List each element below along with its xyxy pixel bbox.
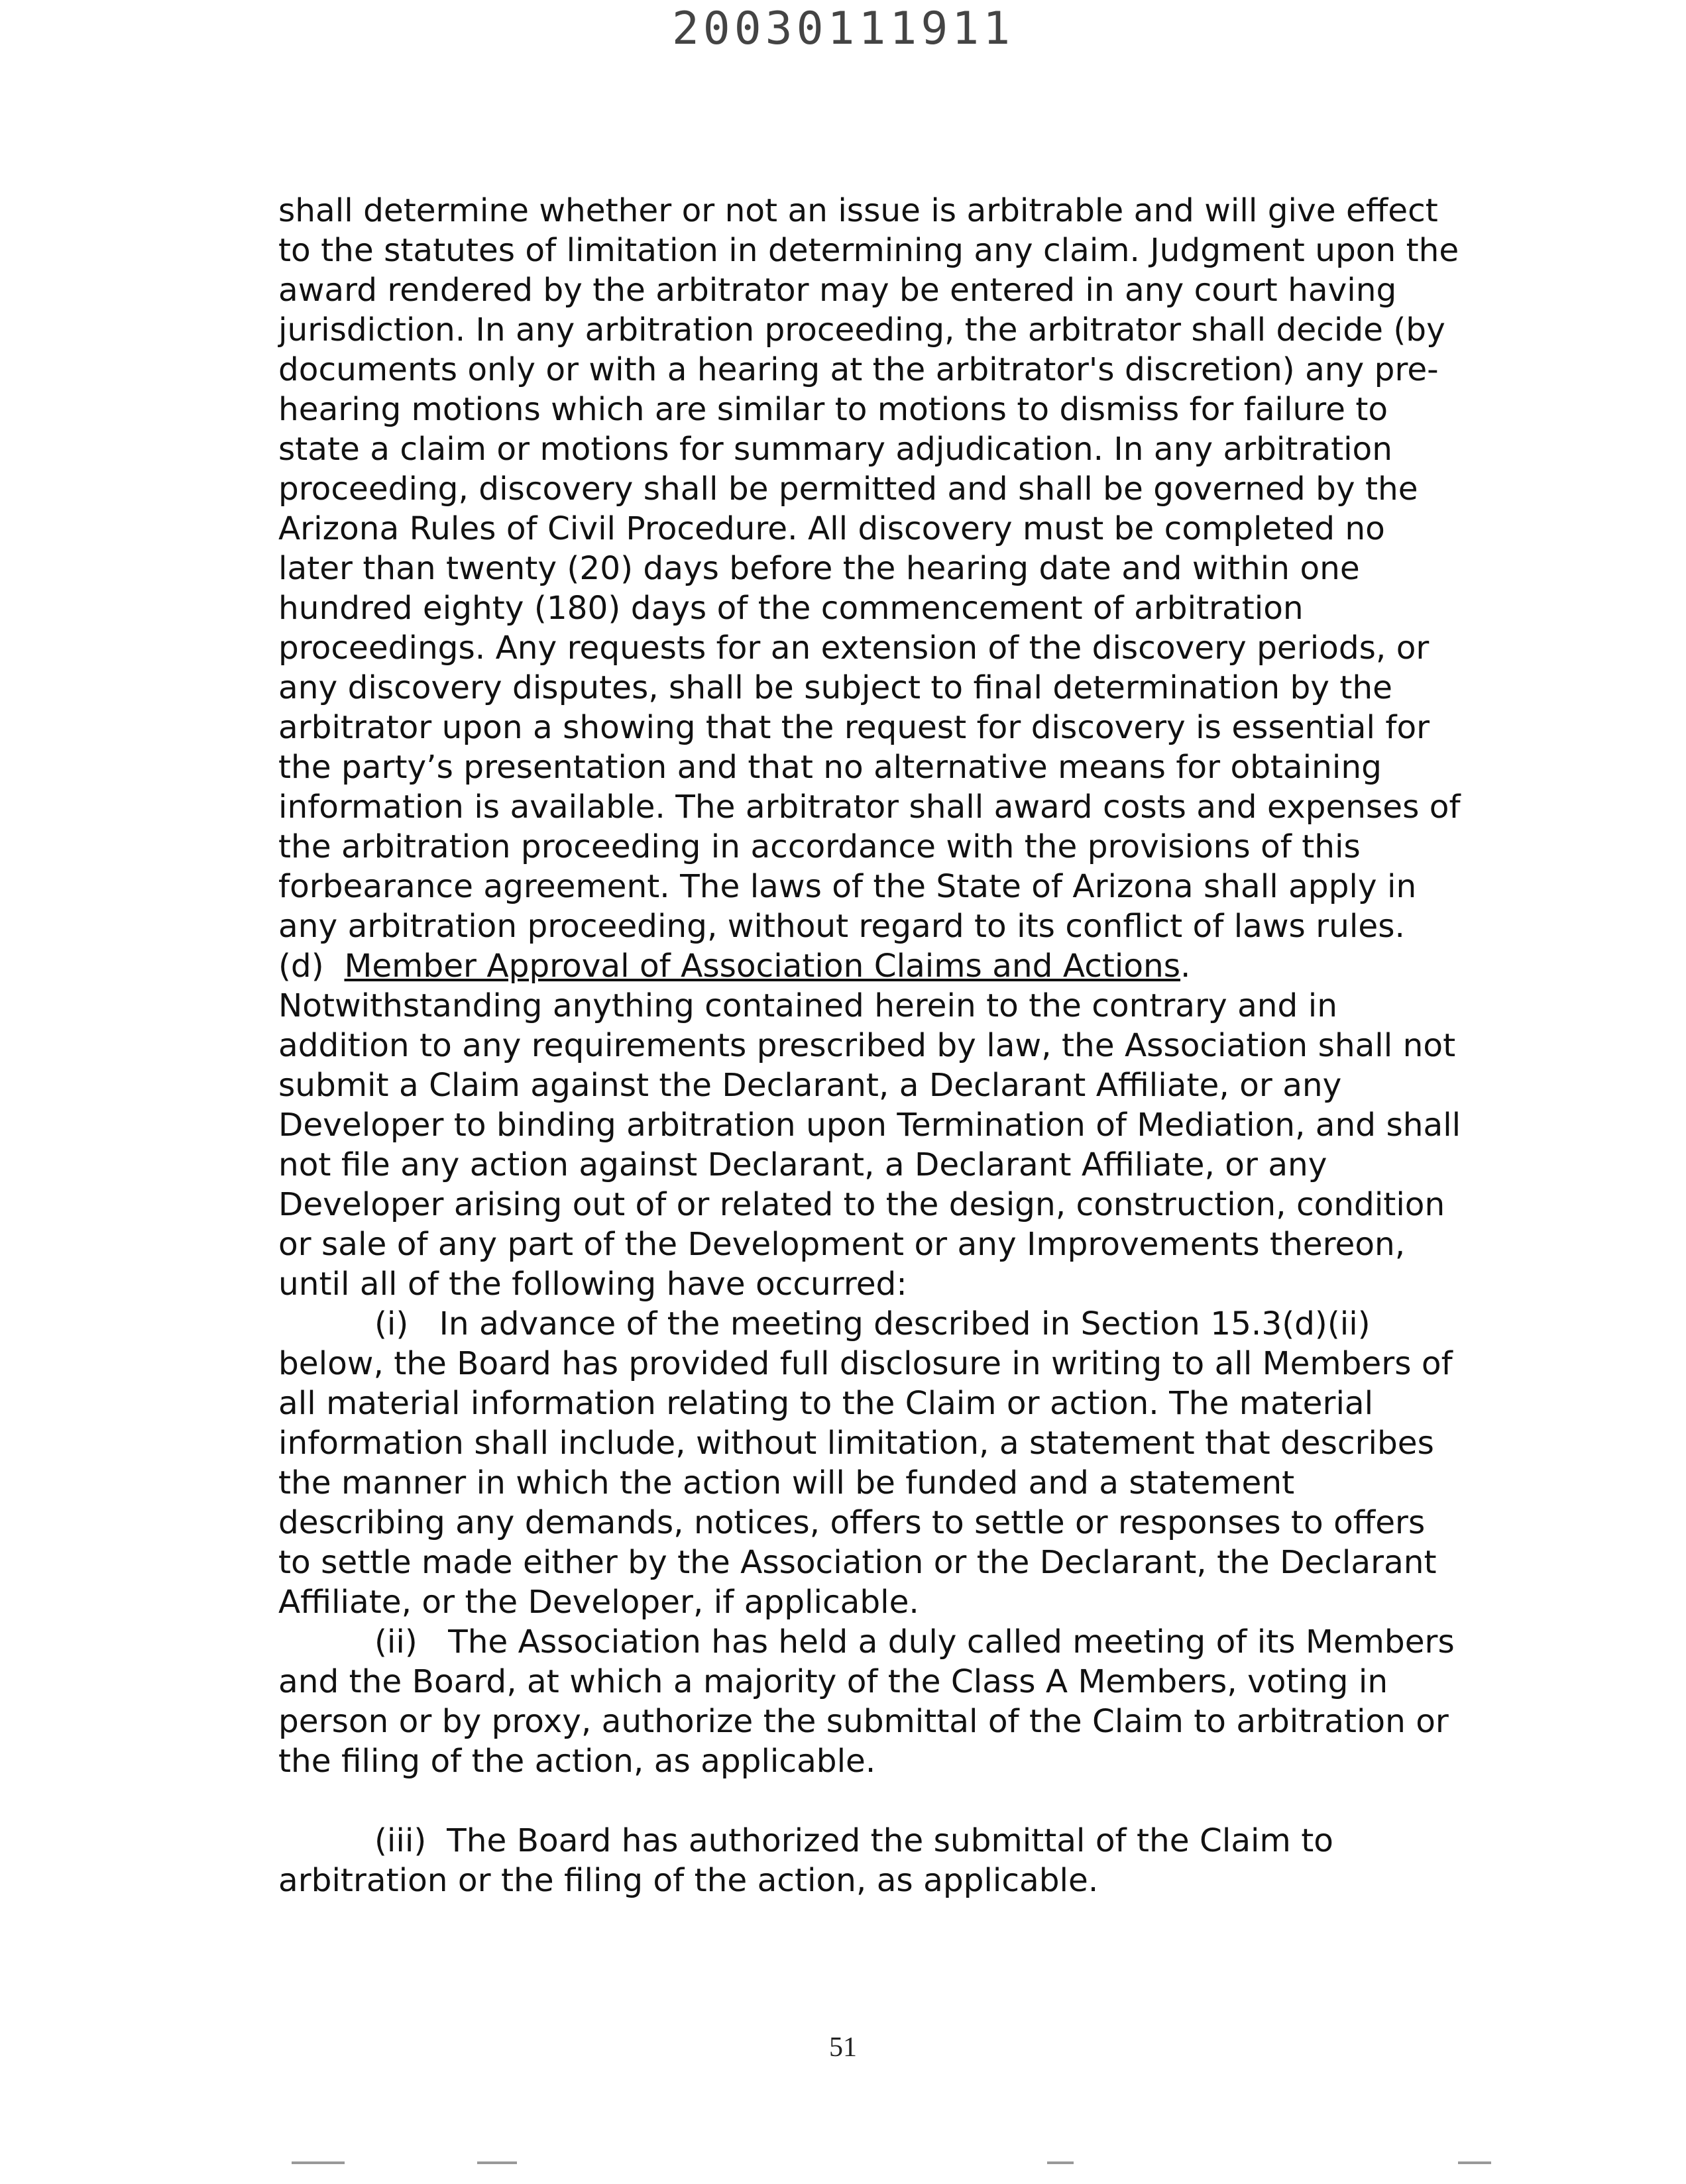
section-label: (d) xyxy=(278,948,324,985)
scan-artifact xyxy=(292,2161,345,2164)
item-label: (ii) xyxy=(374,1623,418,1661)
scan-artifact xyxy=(1047,2161,1074,2164)
item-label: (i) xyxy=(374,1305,409,1342)
paragraph-member-approval xyxy=(278,946,1465,1304)
paragraph-text: The Board has authorized the submittal of the Claim to arbitration or the filing of the action, as applicable. xyxy=(278,1822,1333,1899)
section-heading-period: . xyxy=(1180,948,1191,985)
paragraph-item-i xyxy=(278,1304,1465,1622)
item-label: (iii) xyxy=(374,1822,427,1859)
paragraph-arbitration-continued xyxy=(278,191,1465,946)
paragraph-item-ii xyxy=(278,1622,1465,1781)
paragraph-text: shall determine whether or not an issue is arbitrable and will give effect to the statutes of limitation in determining any claim. Judgment upon the award rendered by the arbitrator may be entered in any court having jurisdiction. In any arbitration proceeding, the arbitrator shall decide (by documents only or with a hearing at the arbitrator's discretion) any pre-hearing motions which are similar to motions to dismiss for failure to state a claim or motions for summary adjudication. In any arbitration proceeding, discovery shall be permitted and shall be governed by the Arizona Rules of Civil Procedure. All discovery must be completed no later than twenty (20) days before the hearing date and within one hundred eighty (180) days of the commencement of arbitration proceedings. Any requests for an extension of the discovery periods, or any discovery disputes, shall be subject to final determination by the arbitrator upon a showing that the request for discovery is essential for the party’s presentation and that no alternative means for obtaining information is available. The arbitrator shall award costs and expenses of the arbitration proceeding in accordance with the provisions of this forbearance agreement. The laws of the State of Arizona shall apply in any arbitration proceeding, without regard to its conflict of laws rules. xyxy=(278,192,1461,945)
document-number: 20030111911 xyxy=(671,3,1015,55)
paragraph-text: In advance of the meeting described in Section 15.3(d)(ii) below, the Board has provided full disclosure in writing to all Members of all material information relating to the Claim or action. The material information shall include, without limitation, a statement that describes the manner in which the action will be funded and a statement describing any demands, notices, offers to settle or responses to offers to settle made either by the Association or the Declarant, the Declarant Affiliate, or the Developer, if applicable. xyxy=(278,1305,1453,1621)
paragraph-item-iii xyxy=(278,1821,1465,1900)
paragraph-text: Notwithstanding anything contained herein to the contrary and in addition to any requirements prescribed by law, the Association shall not submit a Claim against the Declarant, a Declarant Affiliate, or any Developer to binding arbitration upon Termination of Mediation, and shall not file any action against Declarant, a Declarant Affiliate, or any Developer arising out of or related to the design, construction, condition or sale of any part of the Development or any Improvements thereon, until all of the following have occurred: xyxy=(278,987,1461,1303)
scan-artifact xyxy=(1458,2161,1491,2164)
scan-artifact xyxy=(477,2161,517,2164)
paragraph-text: The Association has held a duly called meeting of its Members and the Board, at which a majority of the Class A Members, voting in person or by proxy, authorize the submittal of the Claim to arbitration or the filing of the action, as applicable. xyxy=(278,1623,1455,1780)
section-heading: Member Approval of Association Claims and Actions xyxy=(344,948,1181,985)
page-number: 51 xyxy=(829,2032,857,2063)
